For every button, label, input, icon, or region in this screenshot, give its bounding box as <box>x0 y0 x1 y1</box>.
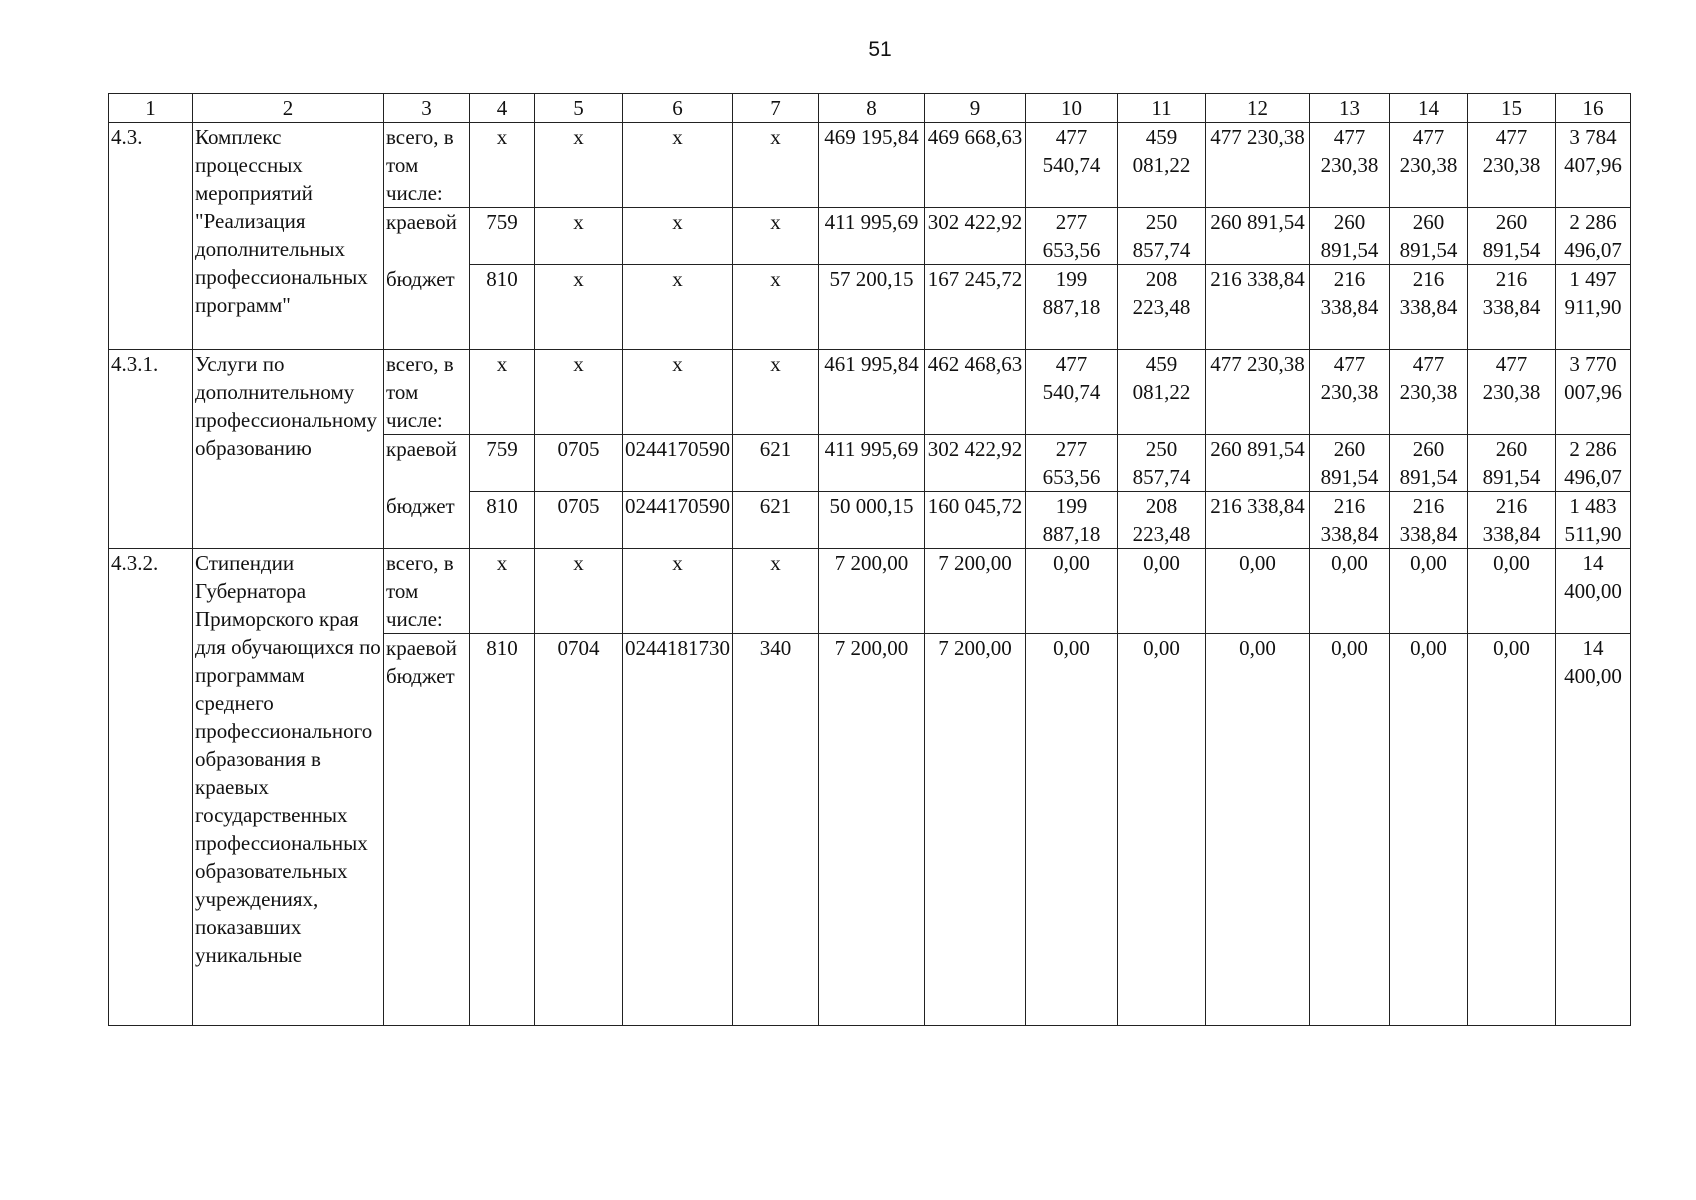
cell-c11: 250 857,74 <box>1118 208 1206 265</box>
header-cell: 12 <box>1206 94 1310 123</box>
header-cell: 1 <box>109 94 193 123</box>
cell-c9: 167 245,72 <box>925 265 1026 350</box>
cell-c7: 621 <box>733 492 819 549</box>
cell-c8: 50 000,15 <box>819 492 925 549</box>
cell-c5: x <box>535 350 623 435</box>
cell-c15: 0,00 <box>1468 549 1556 634</box>
cell-c5: x <box>535 549 623 634</box>
cell-c11: 0,00 <box>1118 549 1206 634</box>
cell-c4: x <box>470 350 535 435</box>
header-cell: 16 <box>1556 94 1631 123</box>
cell-c15: 260 891,54 <box>1468 208 1556 265</box>
header-cell: 7 <box>733 94 819 123</box>
cell-c4: x <box>470 123 535 208</box>
cell-c12: 477 230,38 <box>1206 123 1310 208</box>
cell-c15: 216 338,84 <box>1468 492 1556 549</box>
cell-c13: 260 891,54 <box>1310 208 1390 265</box>
cell-c9: 302 422,92 <box>925 208 1026 265</box>
cell-c12: 216 338,84 <box>1206 265 1310 350</box>
cell-c7: x <box>733 350 819 435</box>
cell-c7: 340 <box>733 634 819 1026</box>
cell-c4: 759 <box>470 208 535 265</box>
cell-c13: 477 230,38 <box>1310 123 1390 208</box>
budget-table <box>108 93 1631 1026</box>
cell-c8: 461 995,84 <box>819 350 925 435</box>
cell-c14: 260 891,54 <box>1390 435 1468 492</box>
cell-c6: x <box>623 549 733 634</box>
header-cell: 13 <box>1310 94 1390 123</box>
header-row <box>109 94 1631 123</box>
cell-c6: x <box>623 208 733 265</box>
cell-c16: 3 784 407,96 <box>1556 123 1631 208</box>
cell-c14: 477 230,38 <box>1390 350 1468 435</box>
header-cell: 14 <box>1390 94 1468 123</box>
cell-c11: 0,00 <box>1118 634 1206 1026</box>
cell-c11: 459 081,22 <box>1118 350 1206 435</box>
cell-c6: 0244170590 <box>623 435 733 492</box>
cell-c11: 208 223,48 <box>1118 492 1206 549</box>
header-cell: 4 <box>470 94 535 123</box>
header-cell: 5 <box>535 94 623 123</box>
item-name: Стипендии Губернатора Приморского края для обучающихся по программам среднего профессионального образования в краевых государственных профессиональных образовательных учреждениях, показавших уникальные <box>193 549 384 1026</box>
cell-c10: 199 887,18 <box>1026 265 1118 350</box>
cell-c16: 3 770 007,96 <box>1556 350 1631 435</box>
cell-c13: 477 230,38 <box>1310 350 1390 435</box>
header-cell: 2 <box>193 94 384 123</box>
cell-c9: 469 668,63 <box>925 123 1026 208</box>
cell-c16: 1 497 911,90 <box>1556 265 1631 350</box>
cell-c8: 469 195,84 <box>819 123 925 208</box>
cell-c9: 302 422,92 <box>925 435 1026 492</box>
cell-c9: 462 468,63 <box>925 350 1026 435</box>
item-name: Комплекс процессных мероприятий "Реализация дополнительных профессиональных программ" <box>193 123 384 350</box>
cell-c15: 260 891,54 <box>1468 435 1556 492</box>
funding-source: краевой <box>384 208 470 265</box>
cell-c5: 0704 <box>535 634 623 1026</box>
item-number: 4.3. <box>109 123 193 350</box>
cell-c4: 810 <box>470 492 535 549</box>
cell-c14: 216 338,84 <box>1390 265 1468 350</box>
cell-c8: 7 200,00 <box>819 549 925 634</box>
cell-c14: 0,00 <box>1390 634 1468 1026</box>
cell-c6: x <box>623 265 733 350</box>
cell-c14: 216 338,84 <box>1390 492 1468 549</box>
cell-c11: 459 081,22 <box>1118 123 1206 208</box>
item-number: 4.3.1. <box>109 350 193 549</box>
cell-c10: 0,00 <box>1026 634 1118 1026</box>
cell-c10: 477 540,74 <box>1026 123 1118 208</box>
cell-c14: 477 230,38 <box>1390 123 1468 208</box>
cell-c4: 759 <box>470 435 535 492</box>
cell-c5: 0705 <box>535 435 623 492</box>
cell-c11: 208 223,48 <box>1118 265 1206 350</box>
cell-c7: x <box>733 549 819 634</box>
cell-c16: 2 286 496,07 <box>1556 208 1631 265</box>
cell-c6: 0244181730 <box>623 634 733 1026</box>
cell-c7: x <box>733 265 819 350</box>
table-row <box>109 123 1631 208</box>
funding-source: бюджет <box>384 492 470 549</box>
cell-c15: 477 230,38 <box>1468 123 1556 208</box>
table-row <box>109 549 1631 634</box>
funding-source: бюджет <box>384 265 470 350</box>
page-number: 51 <box>868 38 892 61</box>
item-name: Услуги по дополнительному профессиональному образованию <box>193 350 384 549</box>
header-cell: 10 <box>1026 94 1118 123</box>
cell-c12: 260 891,54 <box>1206 208 1310 265</box>
table-row <box>109 350 1631 435</box>
cell-c12: 216 338,84 <box>1206 492 1310 549</box>
header-cell: 8 <box>819 94 925 123</box>
funding-source: краевой <box>384 435 470 492</box>
cell-c9: 160 045,72 <box>925 492 1026 549</box>
cell-c15: 0,00 <box>1468 634 1556 1026</box>
cell-c5: 0705 <box>535 492 623 549</box>
cell-c7: 621 <box>733 435 819 492</box>
cell-c16: 14 400,00 <box>1556 549 1631 634</box>
funding-source: краевой бюджет <box>384 634 470 1026</box>
cell-c13: 260 891,54 <box>1310 435 1390 492</box>
cell-c15: 216 338,84 <box>1468 265 1556 350</box>
cell-c10: 277 653,56 <box>1026 435 1118 492</box>
header-cell: 15 <box>1468 94 1556 123</box>
cell-c9: 7 200,00 <box>925 549 1026 634</box>
cell-c7: x <box>733 123 819 208</box>
cell-c5: x <box>535 265 623 350</box>
header-cell: 3 <box>384 94 470 123</box>
cell-c10: 0,00 <box>1026 549 1118 634</box>
cell-c6: x <box>623 350 733 435</box>
cell-c12: 0,00 <box>1206 549 1310 634</box>
cell-c16: 2 286 496,07 <box>1556 435 1631 492</box>
cell-c16: 1 483 511,90 <box>1556 492 1631 549</box>
cell-c4: 810 <box>470 634 535 1026</box>
cell-c4: 810 <box>470 265 535 350</box>
cell-c16: 14 400,00 <box>1556 634 1631 1026</box>
cell-c8: 411 995,69 <box>819 435 925 492</box>
funding-source: всего, в том числе: <box>384 549 470 634</box>
cell-c10: 477 540,74 <box>1026 350 1118 435</box>
header-cell: 11 <box>1118 94 1206 123</box>
cell-c5: x <box>535 208 623 265</box>
cell-c10: 277 653,56 <box>1026 208 1118 265</box>
cell-c15: 477 230,38 <box>1468 350 1556 435</box>
item-number: 4.3.2. <box>109 549 193 1026</box>
cell-c8: 7 200,00 <box>819 634 925 1026</box>
cell-c13: 0,00 <box>1310 549 1390 634</box>
cell-c13: 216 338,84 <box>1310 265 1390 350</box>
cell-c7: x <box>733 208 819 265</box>
funding-source: всего, в том числе: <box>384 350 470 435</box>
cell-c14: 260 891,54 <box>1390 208 1468 265</box>
cell-c10: 199 887,18 <box>1026 492 1118 549</box>
cell-c13: 216 338,84 <box>1310 492 1390 549</box>
funding-source: всего, в том числе: <box>384 123 470 208</box>
cell-c4: x <box>470 549 535 634</box>
cell-c13: 0,00 <box>1310 634 1390 1026</box>
cell-c14: 0,00 <box>1390 549 1468 634</box>
header-cell: 6 <box>623 94 733 123</box>
cell-c6: 0244170590 <box>623 492 733 549</box>
cell-c12: 260 891,54 <box>1206 435 1310 492</box>
cell-c9: 7 200,00 <box>925 634 1026 1026</box>
header-cell: 9 <box>925 94 1026 123</box>
cell-c11: 250 857,74 <box>1118 435 1206 492</box>
cell-c5: x <box>535 123 623 208</box>
cell-c8: 57 200,15 <box>819 265 925 350</box>
cell-c12: 0,00 <box>1206 634 1310 1026</box>
cell-c6: x <box>623 123 733 208</box>
cell-c12: 477 230,38 <box>1206 350 1310 435</box>
cell-c8: 411 995,69 <box>819 208 925 265</box>
